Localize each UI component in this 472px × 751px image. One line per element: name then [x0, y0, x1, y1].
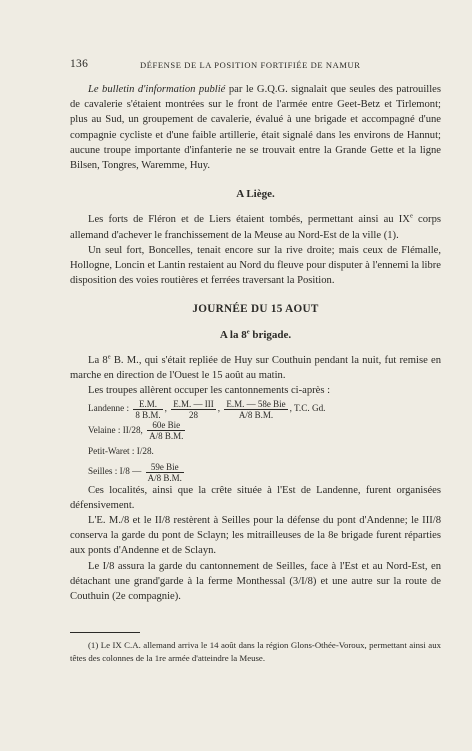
heading-day: JOURNÉE DU 15 AOUT: [192, 303, 319, 316]
line-landenne: Landenne : $\frac{E.M.}{8 B.M.}$ , $\frac{\text{E.M. — III}}{28}$ , $\frac{\text{E.M. — 58e Bie}}{A/8 B.M.}$ , T.C. Gd.: [88, 398, 326, 420]
forts-text-a: Les forts de Fléron et de Liers étaient tombés, permettant ainsi au IX: [88, 214, 410, 226]
frac-num: E.M. — 58e Bie: [226, 398, 286, 409]
fraction-velaine: [147, 420, 185, 441]
paragraph-bm: [70, 353, 441, 383]
frac-den: A/8 B.M.: [147, 472, 182, 483]
paragraph-boncelles: Un seul fort, Boncelles, tenait encore sur la rive droite; mais ceux de Flémalle, Hollogne, Loncin et Lantin restaient au Nord du fleuve pour disputer à l'ennemi la libre disposition des voies routières et ferrées traversant la Position.: [70, 244, 441, 287]
heading-brigade: [70, 328, 441, 343]
paragraph-troupes: Les troupes allèrent occuper les cantonnements ci-après :: [88, 385, 331, 397]
paragraph-bulletin: [70, 82, 441, 173]
footnote-rule: [70, 632, 140, 633]
forts-text-b: corps allemand d'achever le franchissement de la Meuse au Nord-Est de la ville (1).: [70, 214, 441, 241]
landenne-label: Landenne :: [88, 403, 130, 414]
forts-sup: e: [409, 212, 413, 220]
frac-den: 8 B.M.: [135, 409, 161, 420]
page-body: [70, 82, 441, 604]
landenne-tail: , T.C. Gd.: [289, 403, 326, 414]
page-number: 136: [70, 58, 89, 70]
velaine-label: Velaine : II/28,: [88, 424, 143, 435]
frac-den: A/8 B.M.: [238, 409, 274, 420]
heading-liege: A Liège.: [236, 188, 275, 201]
line-petit-waret: Petit-Waret : I/28.: [88, 446, 154, 457]
fraction-seilles: [146, 462, 184, 483]
paragraph-i8: Le I/8 assura la garde du cantonnement de Seilles, face à l'Est et au Nord-Est, en détachant une grand'garde à la ferme Monthessal (3/I/8) et une autre sur la route de Couthuin (2e compagnie).: [70, 560, 441, 603]
frac-num: 60e Bie: [147, 420, 185, 431]
bulletin-text: par le G.Q.G. signalait que seules des patrouilles de cavalerie s'étaient montrées sur le front de l'armée entre Geet-Betz et Tirlemont; plus au Sud, un groupement de cavalerie, évalué à une brigade et accompagné d'une compagnie cycliste et d'une faible artillerie, était signalé dans les environs de Hannut; aucune troupe importante d'infanterie ne se trouvait entre la Grande Gette et la ligne Bilsen, Tongres, Waremme, Huy.: [70, 84, 441, 172]
frac-den: 28: [188, 409, 198, 420]
footnote: (1) Le IX C.A. allemand arriva le 14 août dans la région Glons-Othée-Voroux, permettant ainsi aux têtes des colonnes de la 1re armée d'atteindre la Meuse.: [70, 640, 441, 663]
bulletin-italic-lead: Le bulletin d'information publié: [88, 84, 226, 95]
line-velaine: [70, 420, 441, 441]
frac-num: 59e Bie: [146, 462, 184, 473]
bm-text-a: La 8: [88, 354, 108, 366]
frac-den: A/8 B.M.: [149, 431, 184, 442]
running-title: DÉFENSE DE LA POSITION FORTIFIÉE DE NAMUR: [140, 60, 361, 70]
fraction-landenne-1: [133, 399, 162, 420]
line-seilles: [70, 461, 441, 482]
brigade-heading-sup: e: [246, 327, 250, 335]
paragraph-localites: Ces localités, ainsi que la crête située à l'Est de Landenne, furent organisées défensivement.: [70, 484, 441, 511]
fraction-landenne-3: [224, 399, 287, 420]
brigade-heading-a: A la 8: [219, 328, 247, 341]
brigade-heading-b: brigade.: [249, 328, 292, 341]
bm-sup: e: [107, 353, 111, 361]
frac-num: E.M.: [133, 399, 162, 410]
frac-num: E.M. — III: [173, 398, 214, 409]
fraction-landenne-2: [171, 399, 216, 420]
seilles-label: Seilles : I/8 —: [88, 466, 142, 477]
paragraph-em8: L'E. M./8 et le II/8 restèrent à Seilles pour la défense du pont d'Andenne; le III/8 conserva la garde du pont de Sclayn; les mitrailleuses de la 8e brigade furent réparties aux ponts d'Andenne et de Sclayn.: [70, 515, 441, 557]
bm-text-b: B. M., qui s'était repliée de Huy sur Couthuin pendant la nuit, fut remise en marche en direction de l'Ouest le 15 août au matin.: [70, 354, 441, 382]
paragraph-forts: [70, 212, 441, 242]
